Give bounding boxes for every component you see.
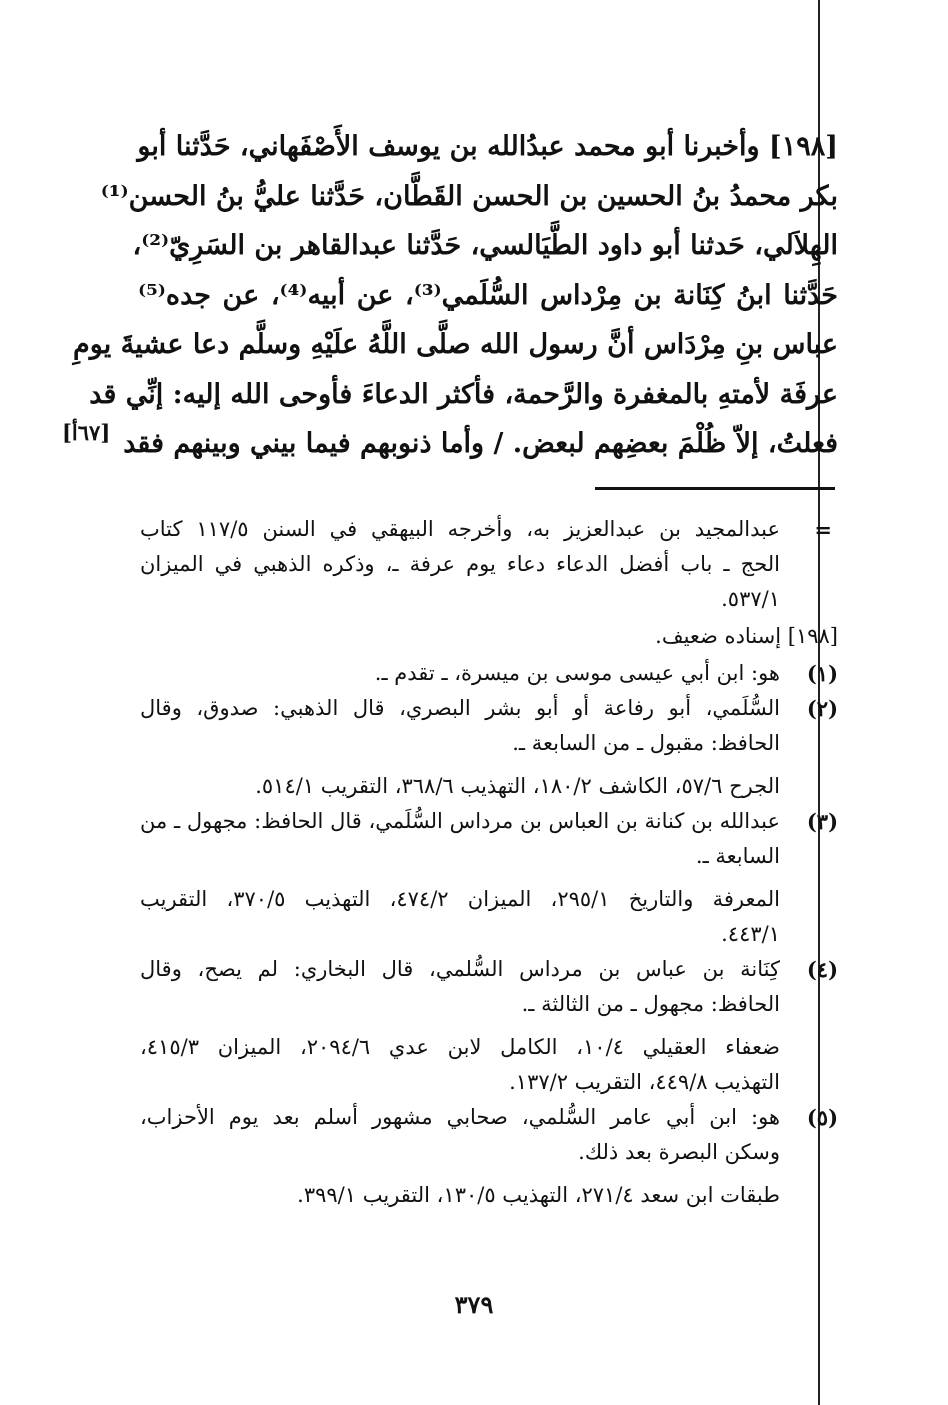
continuation-mark: = <box>814 517 832 542</box>
footnote-number: (٢) <box>806 696 838 721</box>
footnote-line: الحج ـ باب أفضل الدعاء دعاء يوم عرفة ـ، وذكره الذهبي في الميزان <box>140 552 780 576</box>
footnote-references: ٤٤٣/١. <box>721 922 780 946</box>
main-text-line: [١٩٨] وأخبرنا أبو محمد عبدُالله بن يوسف الأَصْفَهاني، حَدَّثنا أبو <box>137 131 838 162</box>
footnote-line: ٥٣٧/١. <box>721 587 780 611</box>
footnote-line: كِنَانة بن عباس بن مرداس السُّلمي، قال البخاري: لم يصح، وقال <box>140 957 780 981</box>
footnote-number: (٤) <box>806 957 838 982</box>
main-text-line: عباس بنِ مِرْدَاس أنَّ رسول الله صلَّى اللَّهُ علَيْهِ وسلَّم دعا عشيةَ يومِ <box>73 329 838 360</box>
footnote-separator-rule <box>595 487 835 490</box>
footnote-references: الجرح ٥٧/٦، الكاشف ١٨٠/٢، التهذيب ٣٦٨/٦، التقريب ٥١٤/١. <box>255 774 780 798</box>
footnote-references: المعرفة والتاريخ ٢٩٥/١، الميزان ٤٧٤/٢، التهذيب ٣٧٠/٥، التقريب <box>140 887 780 911</box>
footnote-line: الحافظ: مجهول ـ من الثالثة ـ. <box>521 992 780 1016</box>
hadith-grade-note: [١٩٨] إسناده ضعيف. <box>655 624 838 648</box>
footnote-number: (٣) <box>806 809 838 834</box>
footnote-line: عبدالله بن كنانة بن العباس بن مرداس السُّلَمي، قال الحافظ: مجهول ـ من <box>140 809 780 833</box>
footnote-references: ضعفاء العقيلي ١٠/٤، الكامل لابن عدي ٢٠٩٤/٦، الميزان ٤١٥/٣، <box>140 1035 780 1059</box>
main-text-line: الهِلاَلي، حَدثنا أبو داود الطَّيَالسي، حَدَّثنا عبدالقاهر بن السَرِيّ⁽²⁾، <box>132 230 838 261</box>
footnote-line: السابعة ـ. <box>695 844 780 868</box>
footnote-number: (٥) <box>806 1105 838 1130</box>
main-text-line: حَدَّثنا ابنُ كِنَانة بن مِرْداس السُّلَمي⁽³⁾، عن أبيه⁽⁴⁾، عن جده⁽⁵⁾ <box>138 279 838 311</box>
footnote-number: (١) <box>806 661 838 686</box>
footnote-3 <box>140 804 838 952</box>
footnote-line: السُّلَمي، أبو رفاعة أو أبو بشر البصري، قال الذهبي: صدوق، وقال <box>140 696 780 720</box>
footnote-2 <box>140 691 838 804</box>
footnotes-section <box>140 512 838 1213</box>
footnote-line: هو: ابن أبي عامر السُّلمي، صحابي مشهور أسلم بعد يوم الأحزاب، <box>140 1105 780 1129</box>
footnote-references: طبقات ابن سعد ٢٧١/٤، التهذيب ١٣٠/٥، التقريب ٣٩٩/١. <box>297 1183 780 1207</box>
footnote-continuation <box>140 512 838 617</box>
manuscript-folio-reference: [٦٧أ] <box>62 420 111 445</box>
footnote-5 <box>140 1100 838 1213</box>
footnote-line: عبدالمجيد بن عبدالعزيز به، وأخرجه البيهقي في السنن ١١٧/٥ كتاب <box>140 517 780 541</box>
footnote-line: الحافظ: مقبول ـ من السابعة ـ. <box>512 731 780 755</box>
page-number: ٣٧٩ <box>454 1290 494 1319</box>
main-text-line: عرفَة لأمتهِ بالمغفرة والرَّحمة، فأكثر الدعاءَ فأوحى الله إليه: إنِّي قد <box>89 378 838 410</box>
main-text-line: بكر محمدُ بنُ الحسين بن الحسن القَطَّان، حَدَّثنا عليُّ بنُ الحسن⁽¹⁾ <box>100 180 838 212</box>
footnote-1 <box>140 656 838 691</box>
main-text-line: فعلتُ، إلاّ ظُلْمَ بعضِهم لبعض. / وأما ذنوبهم فيما بيني وبينهم فقد <box>123 428 838 459</box>
footnote-line: هو: ابن أبي عيسى موسى بن ميسرة، ـ تقدم ـ. <box>374 661 780 685</box>
footnote-references: التهذيب ٤٤٩/٨، التقريب ١٣٧/٢. <box>509 1070 780 1094</box>
footnote-line: وسكن البصرة بعد ذلك. <box>578 1140 780 1164</box>
footnote-4 <box>140 952 838 1100</box>
